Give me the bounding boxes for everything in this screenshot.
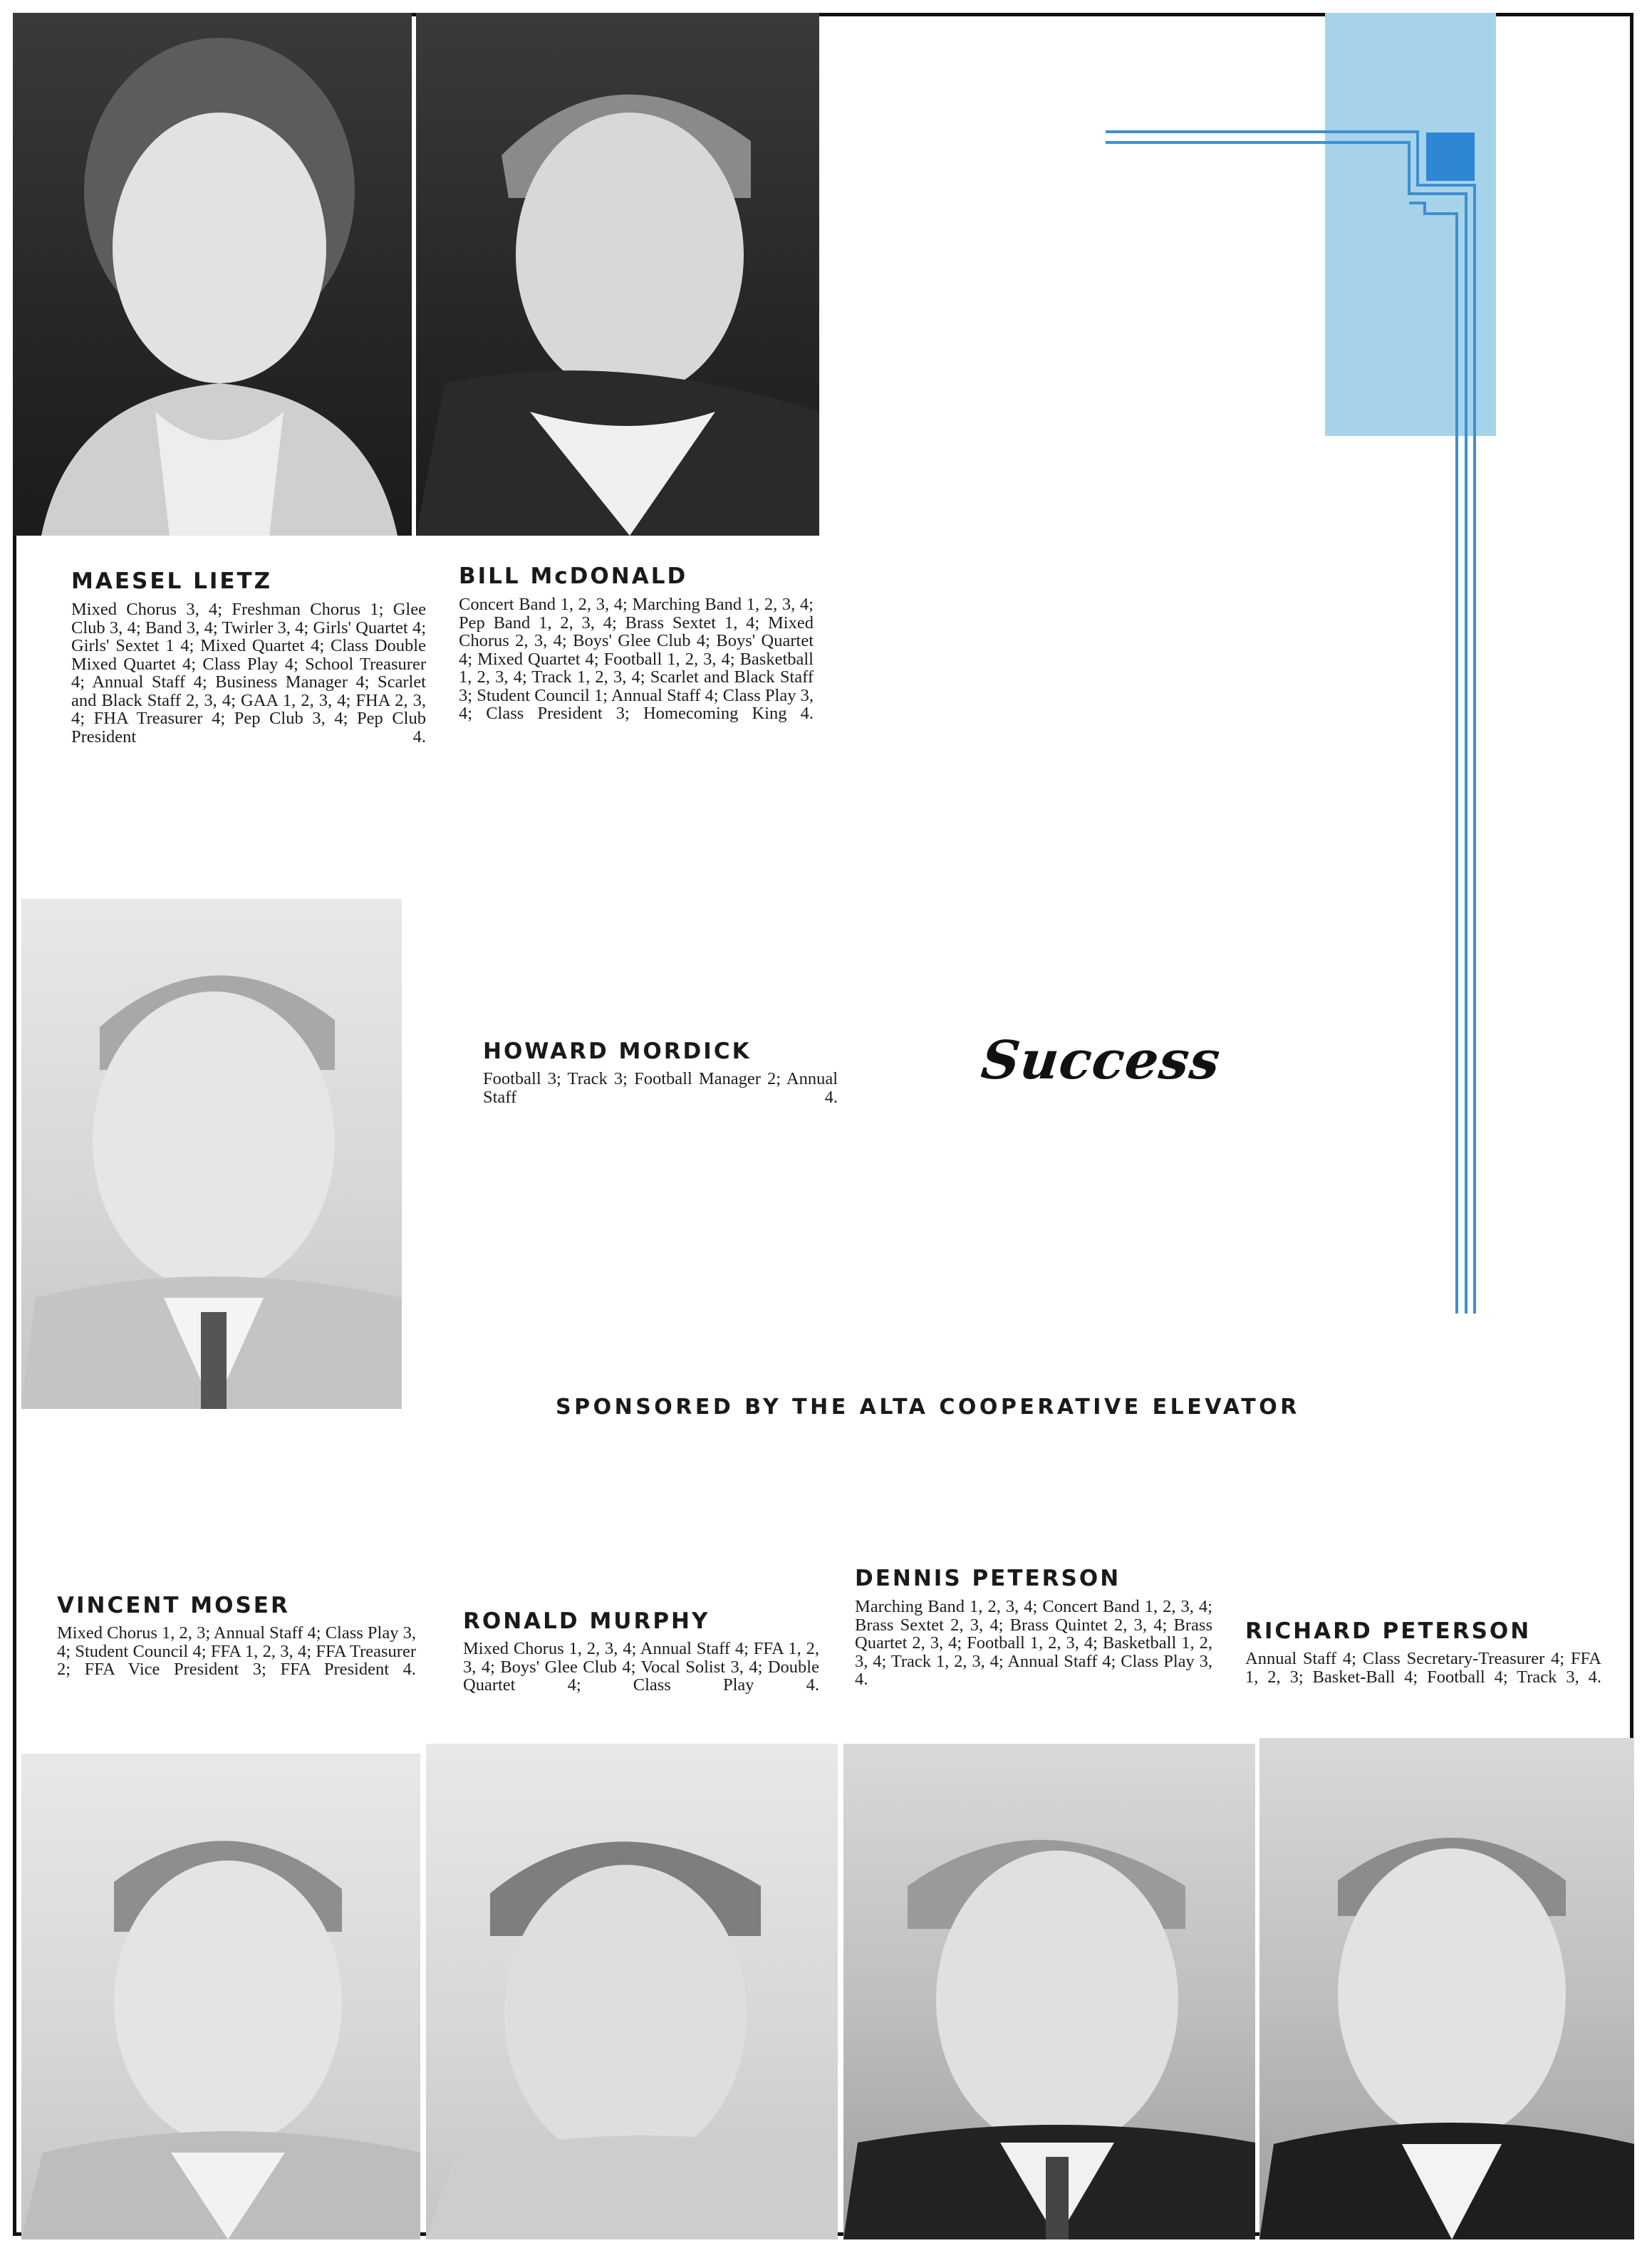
student-bio: Annual Staff 4; Class Secretary-Treasurer 4; FFA 1, 2, 3; Basket-Ball 4; Football 4; Track 3, 4. — [1245, 1649, 1601, 1687]
student-bio: Marching Band 1, 2, 3, 4; Concert Band 1, 2, 3, 4; Brass Sextet 2, 3, 4; Brass Quintet 2, 3, 4; Brass Quartet 2, 3, 4; Football 1, 2, 3, 4; Basketball 1, 2, 3, 4; Track 1, 2, 3, 4; Annual Staff 4; Class Play 3, 4. — [855, 1597, 1212, 1689]
sponsor-line: SPONSORED BY THE ALTA COOPERATIVE ELEVATOR — [556, 1395, 1300, 1420]
portrait-ronald-murphy — [426, 1744, 838, 2239]
student-name: BILL McDONALD — [459, 563, 688, 589]
page-title: Success — [978, 1030, 1224, 1091]
portrait-dennis-peterson — [843, 1744, 1255, 2239]
student-name: VINCENT MOSER — [57, 1593, 290, 1618]
portrait-bill-mcdonald — [416, 13, 819, 536]
portrait-howard-mordick — [21, 899, 402, 1409]
student-name: HOWARD MORDICK — [483, 1039, 752, 1064]
student-name: MAESEL LIETZ — [71, 568, 273, 594]
student-bio: Football 3; Track 3; Football Manager 2; Annual Staff 4. — [483, 1069, 838, 1107]
student-name: DENNIS PETERSON — [855, 1566, 1121, 1591]
portrait-maesel-lietz — [13, 13, 412, 536]
portrait-richard-peterson — [1259, 1738, 1634, 2239]
student-bio: Concert Band 1, 2, 3, 4; Marching Band 1, 2, 3, 4; Pep Band 1, 2, 3, 4; Brass Sextet 1, 4; Mixed Chorus 2, 3, 4; Boys' Glee Club 4; Boys' Quartet 4; Mixed Quartet 4; Football 1, 2, 3, 4; Basketball 1, 2, 3, 4; Track 1, 2, 3, 4; Scarlet and Black Staff 3; Student Council 1; Annual Staff 4; Class Play 3, 4; Class President 3; Homecoming King 4. — [459, 595, 814, 723]
student-bio: Mixed Chorus 1, 2, 3; Annual Staff 4; Class Play 3, 4; Student Council 4; FFA 1, 2, 3, 4; FFA Treasurer 2; FFA Vice President 3; FFA President 4. — [57, 1623, 416, 1679]
student-bio: Mixed Chorus 1, 2, 3, 4; Annual Staff 4; FFA 1, 2, 3, 4; Boys' Glee Club 4; Vocal Solist 3, 4; Double Quartet 4; Class Play 4. — [463, 1639, 819, 1695]
student-bio: Mixed Chorus 3, 4; Freshman Chorus 1; Glee Club 3, 4; Band 3, 4; Twirler 3, 4; Girls' Quartet 4; Girls' Sextet 1 4; Mixed Quartet 4; Class Double Mixed Quartet 4; Class Play 4; School Treasurer 4; Annual Staff 4; Business Manager 4; Scarlet and Black Staff 2, 3, 4; GAA 1, 2, 3, 4; FHA 2, 3, 4; FHA Treasurer 4; Pep Club 3, 4; Pep Club President 4. — [71, 600, 426, 746]
decorative-blue-panel — [1325, 13, 1496, 436]
portrait-vincent-moser — [21, 1754, 420, 2239]
student-name: RICHARD PETERSON — [1245, 1618, 1532, 1644]
student-name: RONALD MURPHY — [463, 1608, 710, 1634]
